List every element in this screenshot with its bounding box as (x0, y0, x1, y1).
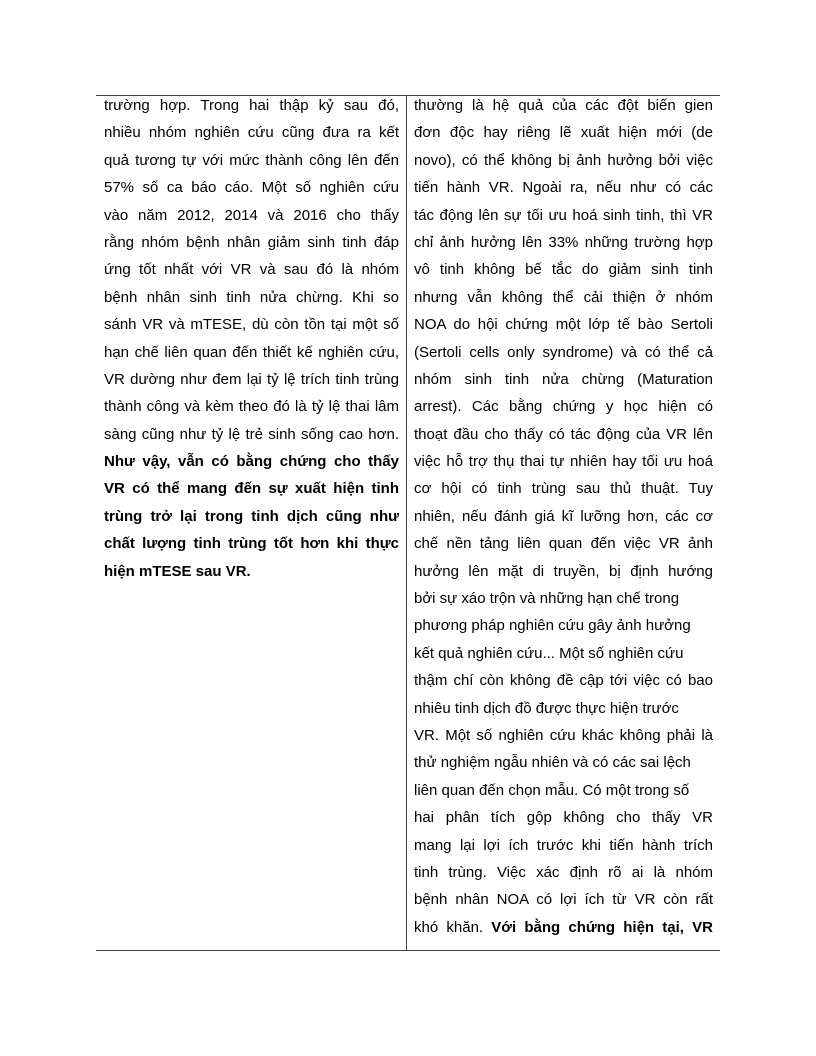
text-line: nhưng vẫn không thể cải thiện ở nhóm (414, 288, 713, 306)
text-line: mang lại lợi ích trước khi tiến hành trích (414, 836, 713, 854)
text-line: nhóm sinh tinh nửa chừng (Maturation (414, 370, 713, 388)
text-line: vào năm 2012, 2014 và 2016 cho thấy (104, 206, 399, 224)
bold-text-span: Với bằng chứng hiện tại, VR (491, 918, 713, 936)
text-line: chế nền tảng liên quan đến việc VR ảnh (414, 535, 713, 553)
text-line: thoạt đầu cho thấy có tác động của VR lên (414, 425, 713, 443)
text-line: tinh trùng. Việc xác định rõ ai là nhóm (414, 863, 713, 881)
text-line: nhiều nhóm nghiên cứu cũng đưa ra kết (104, 124, 399, 142)
text-line: trường hợp. Trong hai thập kỷ sau đó, (104, 97, 399, 114)
text-line: VR dường như đem lại tỷ lệ trích tinh trùng (104, 370, 399, 388)
text-line: hưởng lên mặt di truyền, bị định hướng (414, 562, 713, 580)
text-line: (Sertoli cells only syndrome) và có thể cả (414, 343, 713, 361)
bold-text-line: chất lượng tinh trùng tốt hơn khi thực (104, 535, 399, 553)
text-line: chỉ ảnh hưởng lên 33% những trường hợp (414, 233, 713, 251)
text-line: thường là hệ quả của các đột biến gien (414, 97, 713, 114)
text-line: bởi sự xáo trộn và những hạn chế trong (414, 590, 680, 608)
text-line: sàng cũng như tỷ lệ trẻ sinh sống cao hơn. (104, 425, 399, 443)
text-line: thậm chí còn không đề cập tới việc có bao (414, 672, 713, 690)
text-line: 57% số ca báo cáo. Một số nghiên cứu (104, 179, 399, 197)
text-line: bệnh nhân sinh tinh nửa chừng. Khi so (104, 288, 399, 306)
text-line: thành công và kèm theo đó là tỷ lệ thai lâm (104, 398, 399, 416)
left-column (96, 96, 407, 950)
right-column (407, 96, 720, 950)
text-line: kết quả nghiên cứu... Một số nghiên cứu (414, 644, 684, 662)
bold-text-line: hiện mTESE sau VR. (104, 562, 251, 580)
text-line: bệnh nhân NOA có lợi ích từ VR còn rất (414, 891, 713, 909)
text-line: hạn chế liên quan đến thiết kế nghiên cứu, (104, 343, 399, 361)
text-line: nhiên, nếu đánh giá kĩ lưỡng hơn, các cơ (414, 507, 713, 525)
text-line: liên quan đến chọn mẫu. Có một trong số (414, 781, 690, 799)
text-line: NOA do hội chứng một lớp tế bào Sertoli (414, 316, 713, 334)
text-line: quả tương tự với mức thành công lên đến (104, 151, 399, 169)
bold-text-line: Như vậy, vẫn có bằng chứng cho thấy (104, 453, 399, 471)
text-line: việc hỗ trợ thụ thai tự nhiên hay tối ưu hoá (414, 453, 713, 471)
text-line: đơn độc hay riêng lẽ xuất hiện mới (de (414, 124, 713, 142)
bold-text-line: trùng trở lại trong tinh dịch cũng như (104, 507, 399, 525)
text-line: novo), có thể không bị ảnh hưởng bởi việc (414, 151, 713, 169)
text-line: ứng tốt nhất với VR và sau đó là nhóm (104, 261, 399, 279)
bold-text-line: VR có thể mang đến sự xuất hiện tinh (104, 480, 399, 498)
text-line: vô tinh không bế tắc do giảm sinh tinh (414, 261, 713, 279)
two-column-table (96, 95, 720, 951)
text-line: thử nghiệm ngẫu nhiên và có các sai lệch (414, 754, 691, 772)
text-line: arrest). Các bằng chứng y học hiện có (414, 398, 713, 416)
text-line: tiến hành VR. Ngoài ra, nếu như có các (414, 179, 713, 197)
text-line: nhiêu tinh dịch đồ được thực hiện trước (414, 699, 679, 717)
text-line: tác động lên sự tối ưu hoá sinh tinh, thì VR (414, 206, 713, 224)
text-line: hai phân tích gộp không cho thấy VR (414, 809, 713, 827)
mixed-text-line (414, 914, 713, 941)
text-line: sánh VR và mTESE, dù còn tồn tại một số (104, 316, 399, 334)
text-line: phương pháp nghiên cứu gây ảnh hưởng (414, 617, 691, 635)
text-line: rằng nhóm bệnh nhân giảm sinh tinh đáp (104, 233, 399, 251)
text-line: VR. Một số nghiên cứu khác không phải là (414, 726, 713, 744)
text-span: khó khăn. (414, 918, 492, 936)
text-line: cơ hội có tinh trùng sau thủ thuật. Tuy (414, 480, 713, 498)
